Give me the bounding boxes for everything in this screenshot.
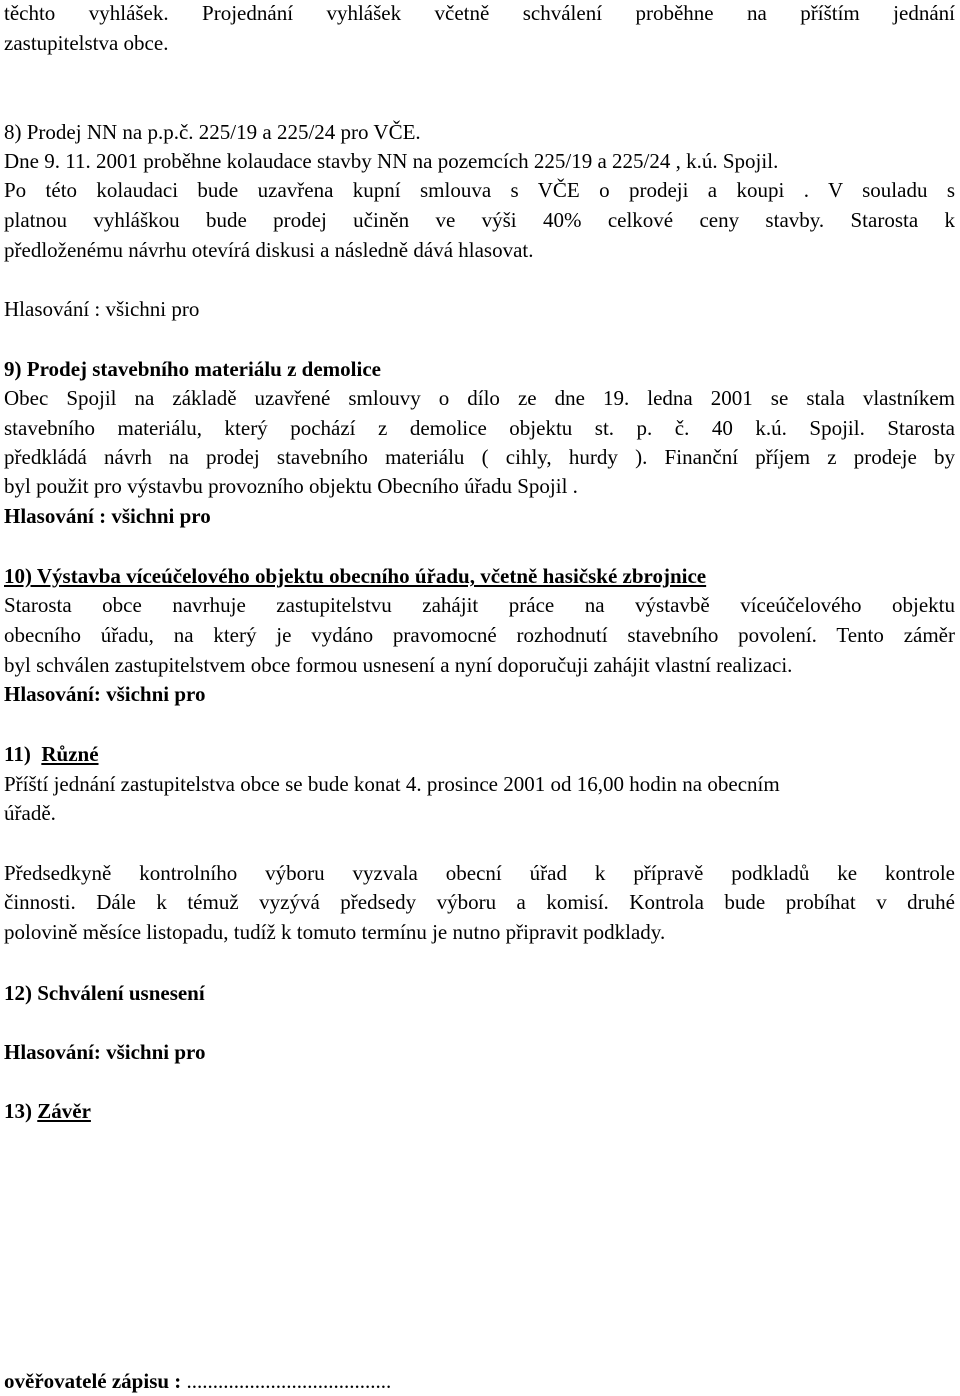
item13-heading: [4, 1098, 91, 1124]
item9-line-4: byl použit pro výstavbu provozního objektu Obecního úřadu Spojil .: [4, 474, 578, 498]
item8-line-1: Dne 9. 11. 2001 proběhne kolaudace stavby NN na pozemcích 225/19 a 225/24 , k.ú. Spojil.: [4, 149, 779, 173]
item12-vote: Hlasování: všichni pro: [4, 1040, 206, 1064]
verifiers-label: ověřovatelé zápisu :: [4, 1369, 182, 1393]
item9-line-3: předkládá návrh na prodej stavebního materiálu ( cihly, hurdy ). Finanční příjem z prodeje by: [4, 445, 955, 469]
item13-number: 13): [4, 1099, 32, 1123]
item11-p2-line-3: polovině měsíce listopadu, tudíž k tomuto termínu je nutno připravit podklady.: [4, 920, 666, 944]
item10-heading: 10) Výstavba víceúčelového objektu obecního úřadu, včetně hasičské zbrojnice: [4, 564, 707, 588]
item9-vote: Hlasování : všichni pro: [4, 504, 211, 528]
item11-p1-line-2: úřadě.: [4, 801, 56, 825]
item8-line-2: Po této kolaudaci bude uzavřena kupní smlouva s VČE o prodeji a koupi . V souladu s: [4, 178, 955, 202]
item13-title: Závěr: [37, 1099, 91, 1123]
item8-line-4: předloženému návrhu otevírá diskusi a následně dává hlasovat.: [4, 238, 534, 262]
item9-heading: 9) Prodej stavebního materiálu z demolice: [4, 357, 381, 381]
item10-line-2: obecního úřadu, na který je vydáno pravomocné rozhodnutí stavebního povolení. Tento záměr: [4, 623, 955, 647]
item8-heading: 8) Prodej NN na p.p.č. 225/19 a 225/24 pro VČE.: [4, 120, 421, 144]
item11-p2-line-1: Předsedkyně kontrolního výboru vyzvala obecní úřad k přípravě podkladů ke kontrole: [4, 861, 955, 885]
item10-line-3: byl schválen zastupitelstvem obce formou usnesení a nyní doporučuji zahájit vlastní realizaci.: [4, 653, 793, 677]
item11-number: 11): [4, 742, 31, 766]
intro-line-1: těchto vyhlášek. Projednání vyhlášek včetně schválení proběhne na příštím jednání: [4, 1, 955, 25]
item11-p2-line-2: činnosti. Dále k témuž vyzývá předsedy výboru a komisí. Kontrola bude probíhat v druhé: [4, 890, 955, 914]
intro-line-2: zastupitelstva obce.: [4, 31, 169, 55]
signature-dots: .......................................: [186, 1369, 392, 1393]
item11-heading: [4, 741, 99, 767]
item12-heading: 12) Schválení usnesení: [4, 981, 205, 1005]
verifiers-signature-line: [4, 1368, 391, 1394]
item10-line-1: Starosta obce navrhuje zastupitelstvu zahájit práce na výstavbě víceúčelového objektu: [4, 593, 955, 617]
item9-line-2: stavebního materiálu, který pochází z demolice objektu st. p. č. 40 k.ú. Spojil. Starosta: [4, 416, 955, 440]
item8-vote: Hlasování : všichni pro: [4, 297, 200, 321]
item11-p1-line-1: Příští jednání zastupitelstva obce se bude konat 4. prosince 2001 od 16,00 hodin na obecním: [4, 772, 780, 796]
item11-title: Různé: [41, 742, 99, 766]
item9-line-1: Obec Spojil na základě uzavřené smlouvy o dílo ze dne 19. ledna 2001 se stala vlastníkem: [4, 386, 955, 410]
item10-vote: Hlasování: všichni pro: [4, 682, 206, 706]
item8-line-3: platnou vyhláškou bude prodej učiněn ve výši 40% celkové ceny stavby. Starosta k: [4, 208, 955, 232]
